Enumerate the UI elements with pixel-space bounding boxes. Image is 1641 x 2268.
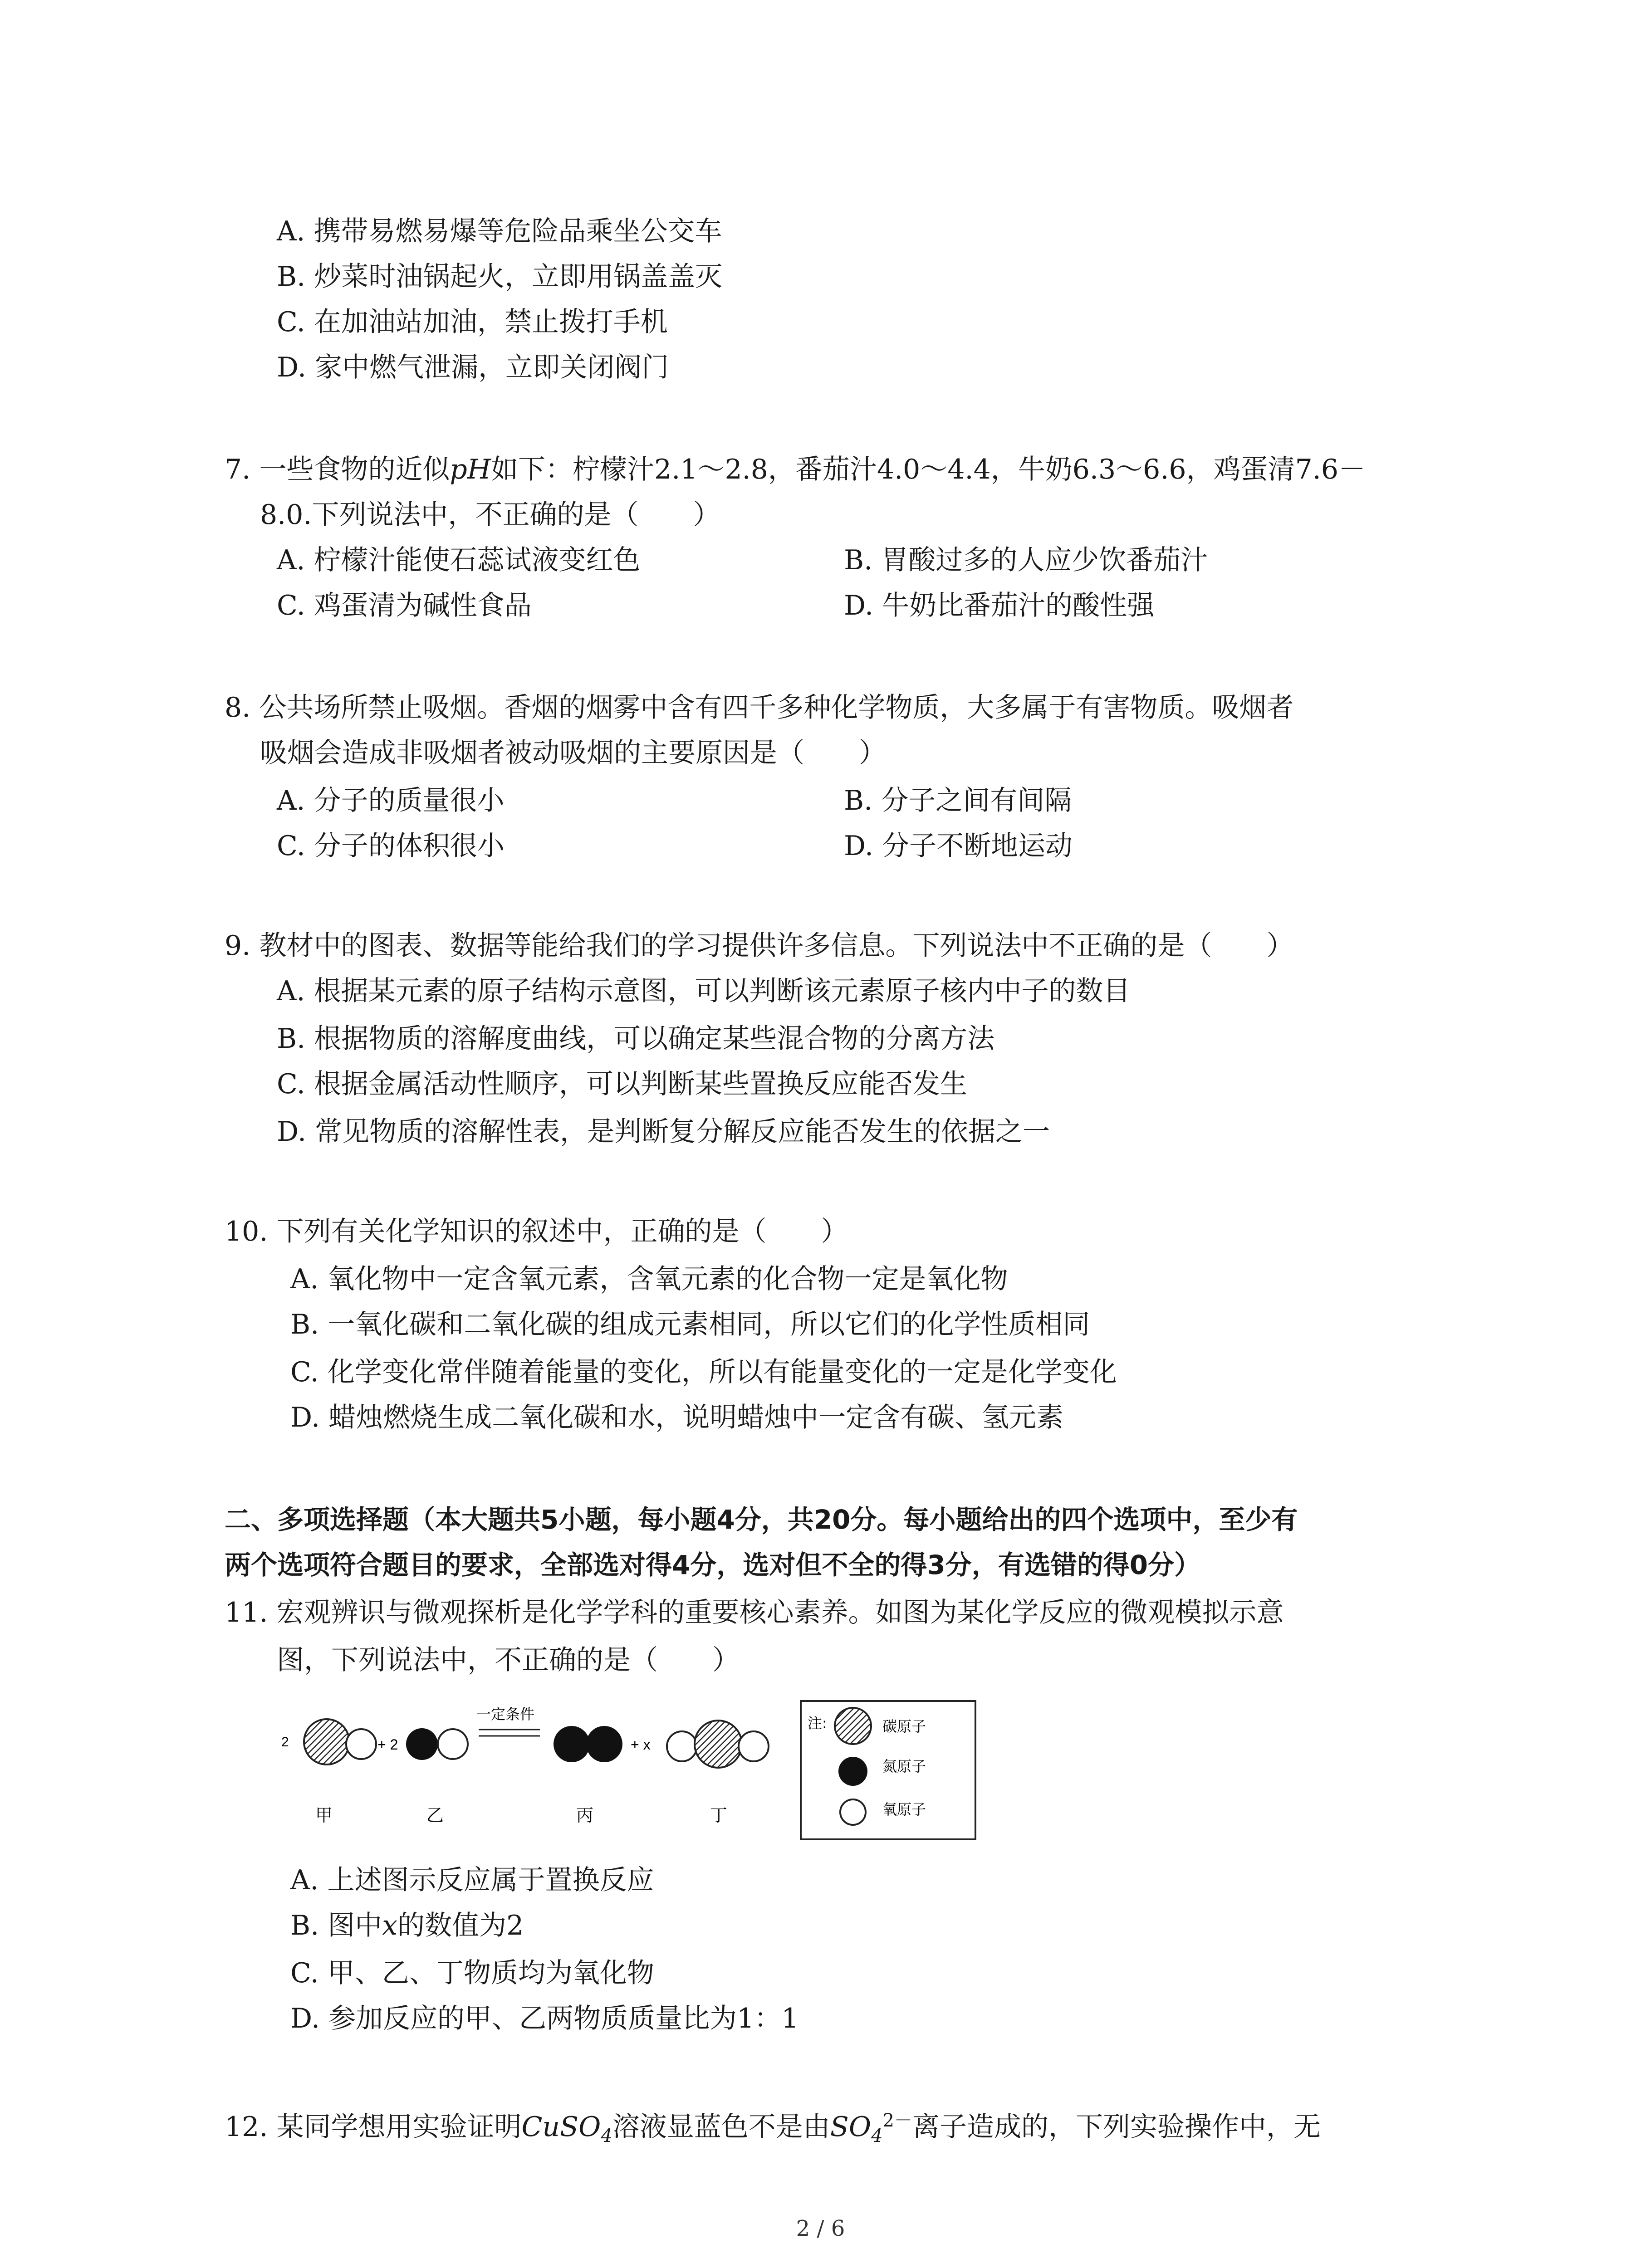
q11-option-b-a: B. 图中 xyxy=(290,1910,382,1941)
coef-jia: 2 xyxy=(281,1735,289,1750)
q12-stem xyxy=(225,2102,1321,2154)
q12-stem-c: 离子造成的，下列实验操作中，无 xyxy=(912,2111,1321,2143)
q12-formula-so4: SO xyxy=(830,2111,872,2143)
oxygen-atom xyxy=(667,1731,697,1761)
q12-subscript-4a: 4 xyxy=(601,2126,612,2146)
label-yi: 乙 xyxy=(426,1805,444,1825)
q8-option-d: D. 分子不断地运动 xyxy=(844,830,1073,862)
q7-option-a: A. 柠檬汁能使石蕊试液变红色 xyxy=(277,544,641,576)
q8-option-b: B. 分子之间有间隔 xyxy=(844,785,1072,816)
reaction-condition: 一定条件 xyxy=(476,1706,535,1722)
plus-sign-1: + 2 xyxy=(377,1736,398,1753)
q10-option-a: A. 氧化物中一定含氧元素，含氧元素的化合物一定是氧化物 xyxy=(290,1263,1008,1295)
q11-stem-line1: 11. 宏观辨识与微观探析是化学学科的重要核心素养。如图为某化学反应的微观模拟示意 xyxy=(225,1597,1284,1628)
nitrogen-atom xyxy=(586,1726,622,1762)
q7-option-c: C. 鸡蛋清为碱性食品 xyxy=(277,590,532,621)
nitrogen-atom xyxy=(554,1726,590,1762)
carbon-atom xyxy=(695,1721,742,1768)
oxygen-atom xyxy=(438,1729,468,1759)
label-jia: 甲 xyxy=(315,1805,333,1825)
legend-nitrogen-icon xyxy=(838,1757,867,1786)
legend-oxygen-label: 氧原子 xyxy=(882,1801,926,1818)
q11-option-d: D. 参加反应的甲、乙两物质质量比为1：1 xyxy=(290,2003,799,2034)
q9-option-b: B. 根据物质的溶解度曲线，可以确定某些混合物的分离方法 xyxy=(277,1023,995,1055)
q7-stem-a: 7. 一些食物的近似 xyxy=(225,454,450,485)
q11-option-c: C. 甲、乙、丁物质均为氧化物 xyxy=(290,1957,654,1989)
q7-ph: pH xyxy=(450,454,491,485)
section2-heading-line1: 二、多项选择题（本大题共5小题，每小题4分，共20分。每小题给出的四个选项中，至少有 xyxy=(225,1504,1298,1535)
q8-stem-line2: 吸烟会造成非吸烟者被动吸烟的主要原因是（ ） xyxy=(260,737,886,769)
legend-oxygen-icon xyxy=(840,1799,866,1825)
q12-stem-a: 12. 某同学想用实验证明 xyxy=(225,2111,522,2143)
q11-option-b xyxy=(290,1907,524,1944)
q12-formula-cuso4: CuSO xyxy=(521,2111,601,2143)
q11-option-a: A. 上述图示反应属于置换反应 xyxy=(290,1864,654,1896)
q10-option-b: B. 一氧化碳和二氧化碳的组成元素相同，所以它们的化学性质相同 xyxy=(290,1309,1090,1340)
q10-option-d: D. 蜡烛燃烧生成二氧化碳和水，说明蜡烛中一定含有碳、氢元素 xyxy=(290,1402,1064,1433)
q11-variable-x: x xyxy=(382,1910,398,1941)
q6-option-d: D. 家中燃气泄漏，立即关闭阀门 xyxy=(277,352,669,383)
q7-stem-line1 xyxy=(225,451,1366,488)
legend-title: 注: xyxy=(808,1715,827,1732)
nitrogen-atom xyxy=(406,1728,438,1760)
q7-stem-b: 如下：柠檬汁2.1～2.8，番茄汁4.0～4.4，牛奶6.3～6.6，鸡蛋清7.6－ xyxy=(491,454,1366,485)
q8-option-c: C. 分子的体积很小 xyxy=(277,830,505,862)
legend-carbon-label: 碳原子 xyxy=(882,1718,926,1735)
q9-stem: 9. 教材中的图表、数据等能给我们的学习提供许多信息。下列说法中不正确的是（ ） xyxy=(225,930,1294,962)
label-ding: 丁 xyxy=(710,1805,728,1825)
q9-option-a: A. 根据某元素的原子结构示意图，可以判断该元素原子核内中子的数目 xyxy=(277,975,1131,1007)
q7-option-b: B. 胃酸过多的人应少饮番茄汁 xyxy=(844,544,1208,576)
oxygen-atom xyxy=(739,1731,769,1761)
legend-nitrogen-label: 氮原子 xyxy=(882,1758,926,1775)
q12-charge: 2－ xyxy=(882,2110,912,2131)
q9-option-c: C. 根据金属活动性顺序，可以判断某些置换反应能否发生 xyxy=(277,1068,967,1100)
page-number: 2 / 6 xyxy=(796,2216,845,2241)
legend-carbon-icon xyxy=(835,1708,871,1744)
oxygen-atom xyxy=(346,1729,376,1759)
q6-option-b: B. 炒菜时油锅起火，立即用锅盖盖灭 xyxy=(277,261,723,293)
q8-stem-line1: 8. 公共场所禁止吸烟。香烟的烟雾中含有四千多种化学物质，大多属于有害物质。吸烟者 xyxy=(225,692,1294,723)
q9-option-d: D. 常见物质的溶解性表，是判断复分解反应能否发生的依据之一 xyxy=(277,1116,1050,1148)
q7-option-d: D. 牛奶比番茄汁的酸性强 xyxy=(844,590,1155,621)
q11-stem-line2: 图，下列说法中，不正确的是（ ） xyxy=(277,1644,740,1676)
q12-subscript-4b: 4 xyxy=(871,2126,883,2146)
q7-stem-line2: 8.0.下列说法中，不正确的是（ ） xyxy=(260,499,720,531)
reaction-diagram xyxy=(272,1699,980,1844)
q12-stem-b: 溶液显蓝色不是由 xyxy=(612,2111,830,2143)
q6-option-c: C. 在加油站加油，禁止拨打手机 xyxy=(277,306,668,338)
q6-option-a: A. 携带易燃易爆等危险品乘坐公交车 xyxy=(277,215,722,247)
label-bing: 丙 xyxy=(576,1805,594,1825)
section2-heading-line2: 两个选项符合题目的要求，全部选对得4分，选对但不全的得3分，有选错的得0分） xyxy=(225,1549,1201,1580)
carbon-atom xyxy=(304,1719,349,1765)
q10-option-c: C. 化学变化常伴随着能量的变化，所以有能量变化的一定是化学变化 xyxy=(290,1356,1117,1388)
plus-sign-2: + x xyxy=(631,1736,651,1753)
q10-stem: 10. 下列有关化学知识的叙述中，正确的是（ ） xyxy=(225,1216,848,1247)
q11-option-b-b: 的数值为2 xyxy=(397,1910,524,1941)
q8-option-a: A. 分子的质量很小 xyxy=(277,785,505,816)
